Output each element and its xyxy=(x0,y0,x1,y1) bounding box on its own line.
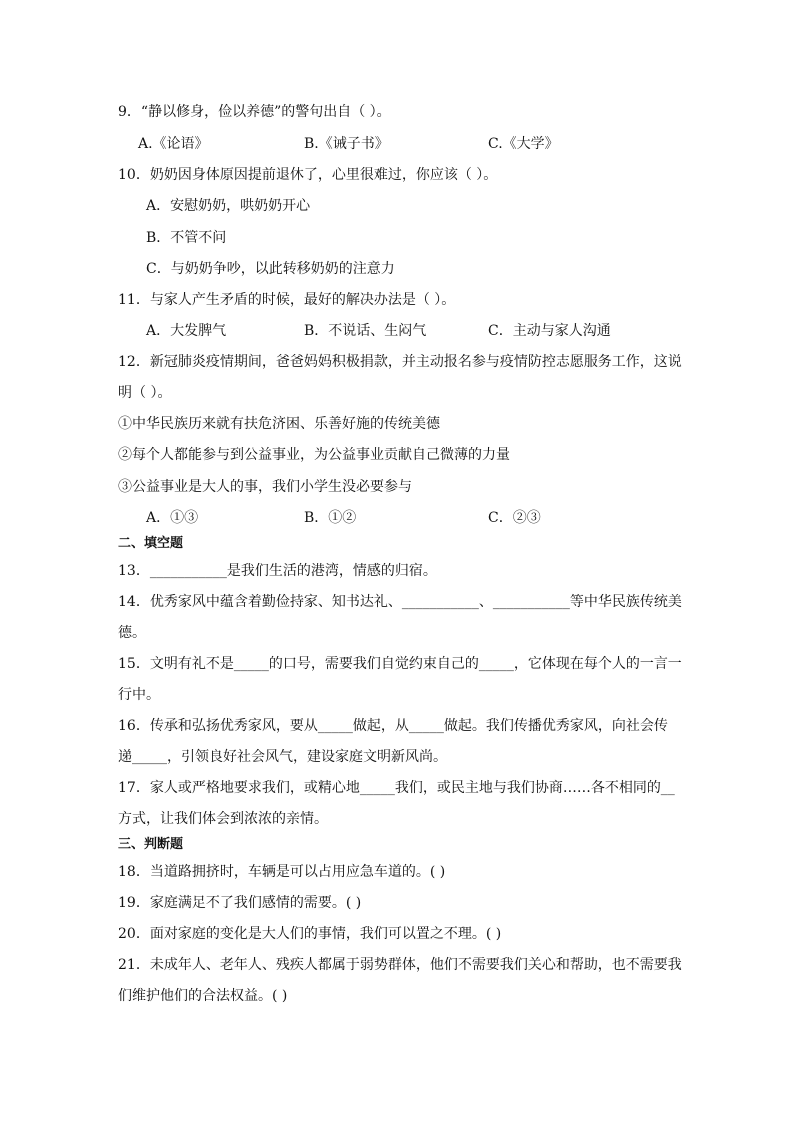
question-14-line2: 德。 xyxy=(118,625,146,641)
question-12-stem-line1: 12．新冠肺炎疫情期间，爸爸妈妈积极捐款，并主动报名参与疫情防控志愿服务工作，这说 xyxy=(118,354,682,370)
question-12-statement-3: ③公益事业是大人的事，我们小学生没必要参与 xyxy=(118,479,412,495)
question-17-line2: 方式，让我们体会到浓浓的亲情。 xyxy=(118,811,328,827)
question-10-option-c: C．与奶奶争吵，以此转移奶奶的注意力 xyxy=(146,261,395,277)
question-11-stem: 11．与家人产生矛盾的时候，最好的解决办法是（ ）。 xyxy=(118,292,456,308)
question-20: 20．面对家庭的变化是大人们的事情，我们可以置之不理。( ) xyxy=(118,926,502,942)
question-15-line2: 行中。 xyxy=(118,687,160,703)
question-12-option-a: A．①③ xyxy=(146,510,199,526)
question-10-option-b: B．不管不问 xyxy=(146,230,227,246)
question-16-line1: 16．传承和弘扬优秀家风，要从_____做起，从_____做起。我们传播优秀家风，向社会传 xyxy=(118,718,668,734)
question-18: 18．当道路拥挤时，车辆是可以占用应急车道的。( ) xyxy=(118,864,446,880)
question-10-stem: 10．奶奶因身体原因提前退休了，心里很难过，你应该（ ）。 xyxy=(118,167,498,183)
question-12-stem-line2: 明（ ）。 xyxy=(118,385,172,401)
question-15-line1: 15．文明有礼不是_____的口号，需要我们自觉约束自己的_____，它体现在每个人的一言一 xyxy=(118,656,682,672)
question-12-statement-1: ①中华民族历来就有扶危济困、乐善好施的传统美德 xyxy=(118,416,440,432)
question-9-option-c: C.《大学》 xyxy=(488,136,559,152)
question-12-option-c: C．②③ xyxy=(488,510,541,526)
question-12-statement-2: ②每个人都能参与到公益事业，为公益事业贡献自己微薄的力量 xyxy=(118,447,510,463)
question-13: 13．___________是我们生活的港湾，情感的归宿。 xyxy=(118,563,437,579)
section-heading-fill-in: 二、填空题 xyxy=(118,536,184,551)
question-9-option-a: A.《论语》 xyxy=(138,136,209,152)
question-9-option-b: B.《诫子书》 xyxy=(304,136,389,152)
question-11-option-a: A．大发脾气 xyxy=(146,323,227,339)
question-9-stem: 9．“静以修身，俭以养德”的警句出自（ ）。 xyxy=(118,104,391,120)
question-14-line1: 14．优秀家风中蕴含着勤俭持家、知书达礼、___________、___________等中华民族传统美 xyxy=(118,594,682,610)
question-17-line1: 17．家人或严格地要求我们，或精心地_____我们，或民主地与我们协商……各不相同的__ xyxy=(118,780,675,796)
question-21-line2: 们维护他们的合法权益。( ) xyxy=(118,988,288,1004)
question-21-line1: 21．未成年人、老年人、残疾人都属于弱势群体，他们不需要我们关心和帮助，也不需要我 xyxy=(118,957,682,973)
question-11-option-c: C．主动与家人沟通 xyxy=(488,323,611,339)
question-12-option-b: B．①② xyxy=(304,510,357,526)
question-10-option-a: A．安慰奶奶，哄奶奶开心 xyxy=(146,198,311,214)
question-16-line2: 递_____，引领良好社会风气，建设家庭文明新风尚。 xyxy=(118,749,447,765)
section-heading-true-false: 三、判断题 xyxy=(118,837,184,852)
question-19: 19．家庭满足不了我们感情的需要。( ) xyxy=(118,895,362,911)
question-11-option-b: B．不说话、生闷气 xyxy=(304,323,427,339)
